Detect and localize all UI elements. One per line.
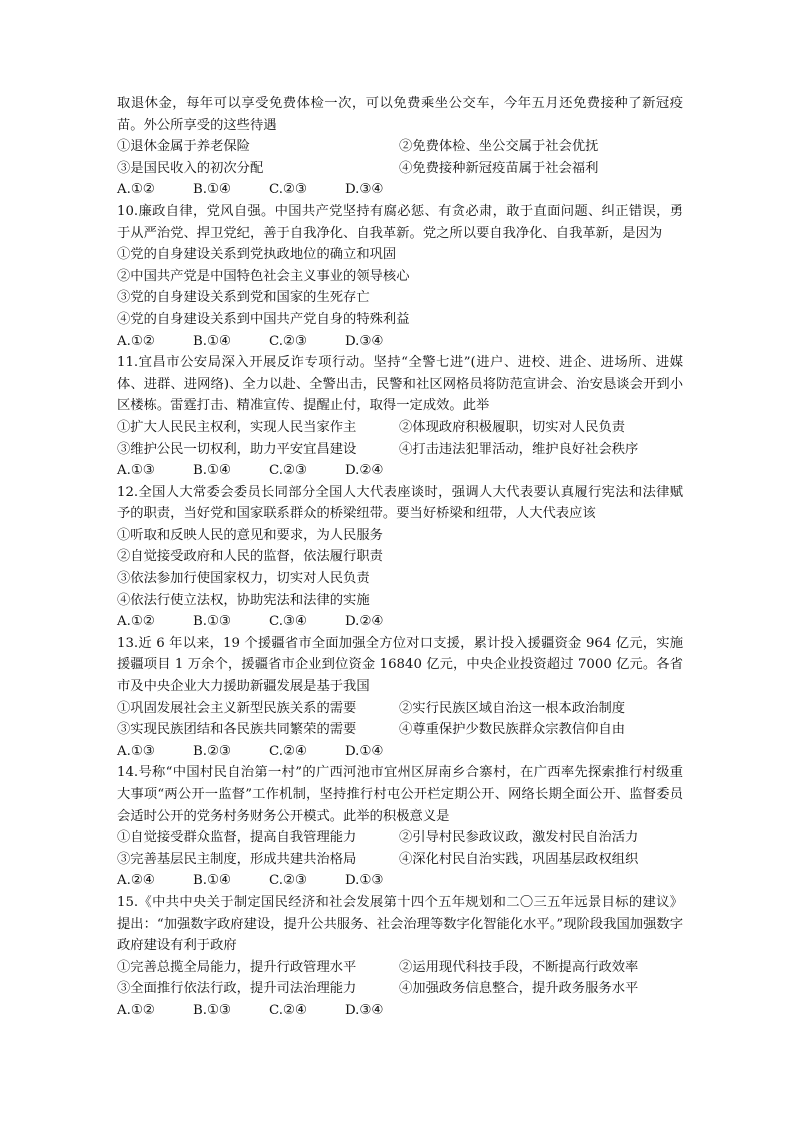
question-10-option-3: ③党的自身建设关系到党和国家的生死存亡 [117,290,370,306]
question-15-option-1: ①完善总揽全局能力，提升行政管理水平 [117,959,357,975]
answer-choice: C.②③ [269,463,307,479]
answer-choice: C.②③ [269,873,307,889]
question-11 [117,352,683,482]
question-12-option-3: ③依法参加行使国家权力，切实对人民负责 [117,571,370,587]
question-12 [117,482,683,633]
answer-choice: B.①④ [193,182,231,198]
answer-choice: D.③④ [345,1002,384,1018]
question-9-option-1: ①退休金属于养老保险 [117,139,250,155]
question-11-option-3: ③维护公民一切权利，助力平安宜昌建设 [117,441,357,457]
question-13-answers [117,741,683,763]
answer-choice: B.①④ [193,463,231,479]
answer-choice: A.①② [117,614,155,630]
question-13-stem: 13.近 6 年以来，19 个援疆省市全面加强全方位对口支援，累计投入援疆资金 964 亿元，实施援疆项目 1 万余个，援疆省市企业到位资金 16840 亿元，中央企业投资超过 7000 亿元。各省市及中央企业大力援助新疆发展是基于我国 [117,635,683,695]
answer-choice: D.①④ [345,743,384,759]
question-10-answers [117,331,683,353]
answer-choice: A.①③ [117,463,155,479]
question-9-stem: 取退休金，每年可以享受免费体检一次，可以免费乘坐公交车，今年五月还免费接种了新冠疫苗。外公所享受的这些待遇 [117,96,683,133]
question-9-options-row-1 [117,136,683,158]
answer-choice: A.①② [117,333,155,349]
question-14-options-row-1 [117,827,683,849]
question-12-stem: 12.全国人大常委会委员长同部分全国人大代表座谈时，强调人大代表要认真履行宪法和法律赋予的职责，当好党和国家联系群众的桥梁纽带。要当好桥梁和纽带，人大代表应该 [117,484,683,522]
question-13 [117,633,683,763]
answer-choice: C.②③ [269,182,307,198]
question-15 [117,892,683,1022]
question-13-option-1: ①巩固发展社会主义新型民族关系的需要 [117,700,357,716]
question-14-option-3: ③完善基层民主制度，形成共建共治格局 [117,851,357,867]
question-14 [117,762,683,892]
answer-choice: B.①③ [193,614,231,630]
question-15-answers [117,1000,683,1022]
answer-choice: D.③④ [345,182,384,198]
question-13-option-4: ④尊重保护少数民族群众宗教信仰自由 [399,722,626,738]
question-12-option-4: ④依法行使立法权，协助宪法和法律的实施 [117,592,370,608]
answer-choice: C.②④ [269,743,307,759]
answer-choice: D.③④ [345,333,384,349]
question-15-option-4: ④加强政务信息整合，提升政务服务水平 [399,981,639,997]
question-14-option-1: ①自觉接受群众监督，提高自我管理能力 [117,830,357,846]
question-14-answers [117,870,683,892]
question-14-options-row-2 [117,849,683,871]
answer-choice: C.②④ [269,1002,307,1018]
question-11-options-row-1 [117,417,683,439]
question-9 [117,93,683,201]
question-11-option-1: ①扩大人民民主权利，实现人民当家作主 [117,419,357,435]
question-10-option-2: ②中国共产党是中国特色社会主义事业的领导核心 [117,268,410,284]
answer-choice: B.①④ [193,333,231,349]
question-11-stem: 11.宜昌市公安局深入开展反诈专项行动。坚持“全警七进”(进户、进校、进企、进场所、进媒体、进群、进网络)、全力以赴、全警出击，民警和社区网格员将防范宣讲会、治安恳谈会开到小区楼栋。雷霆打击、精准宣传、提醒止付，取得一定成效。此举 [117,355,683,414]
question-9-option-3: ③是国民收入的初次分配 [117,160,264,176]
question-13-option-2: ②实行民族区域自治这一根本政治制度 [399,700,626,716]
answer-choice: B.①④ [193,873,231,889]
answer-choice: D.①③ [345,873,384,889]
question-10-option-4: ④党的自身建设关系到中国共产党自身的特殊利益 [117,311,410,327]
question-10 [117,201,683,352]
question-13-option-3: ③实现民族团结和各民族共同繁荣的需要 [117,722,357,738]
question-9-option-2: ②免费体检、坐公交属于社会优抚 [399,139,599,155]
question-14-option-2: ②引导村民参政议政，激发村民自治活力 [399,830,639,846]
answer-choice: D.②④ [345,463,384,479]
answer-choice: B.①③ [193,1002,231,1018]
question-11-answers [117,460,683,482]
question-11-option-2: ②体现政府积极履职，切实对人民负责 [399,419,626,435]
question-15-options-row-2 [117,978,683,1000]
question-12-option-2: ②自觉接受政府和人民的监督，依法履行职责 [117,549,383,565]
question-12-option-1: ①听取和反映人民的意见和要求，为人民服务 [117,527,383,543]
question-11-options-row-2 [117,439,683,461]
question-12-answers [117,611,683,633]
question-14-option-4: ④深化村民自治实践，巩固基层政权组织 [399,851,639,867]
question-13-options-row-2 [117,719,683,741]
answer-choice: A.①③ [117,743,155,759]
question-15-option-3: ③全面推行依法行政，提升司法治理能力 [117,981,357,997]
question-11-option-4: ④打击违法犯罪活动，维护良好社会秩序 [399,441,639,457]
question-15-options-row-1 [117,957,683,979]
answer-choice: A.②④ [117,873,155,889]
answer-choice: D.②④ [345,614,384,630]
question-9-options-row-2 [117,158,683,180]
question-13-options-row-1 [117,698,683,720]
question-10-option-1: ①党的自身建设关系到党执政地位的确立和巩固 [117,247,397,263]
question-15-stem: 15.《中共中央关于制定国民经济和社会发展第十四个五年规划和二〇三五年远景目标的建议》提出：“加强数字政府建设，提升公共服务、社会治理等数字化智能化水平。”现阶段我国加强数字政府建设有利于政府 [117,894,683,954]
answer-choice: A.①② [117,182,155,198]
question-9-option-4: ④免费接种新冠疫苗属于社会福利 [399,160,599,176]
answer-choice: C.②③ [269,333,307,349]
answer-choice: C.③④ [269,614,307,630]
question-15-option-2: ②运用现代科技手段，不断提高行政效率 [399,959,639,975]
answer-choice: A.①② [117,1002,155,1018]
question-10-stem: 10.廉政自律，党风自强。中国共产党坚持有腐必惩、有贪必肃，敢于直面问题、纠正错误，勇于从严治党、捍卫党纪，善于自我净化、自我革新。党之所以要自我净化、自我革新，是因为 [117,203,683,241]
answer-choice: B.②③ [193,743,231,759]
question-9-answers [117,179,683,201]
exam-page [117,93,683,1022]
question-14-stem: 14.号称“中国村民自治第一村”的广西河池市宜州区屏南乡合寨村，在广西率先探索推行村级重大事项“两公开一监督”工作机制，坚持推行村屯公开栏定期公开、网络长期全面公开、监督委员会适时公开的党务村务财务公开模式。此举的积极意义是 [117,765,683,824]
